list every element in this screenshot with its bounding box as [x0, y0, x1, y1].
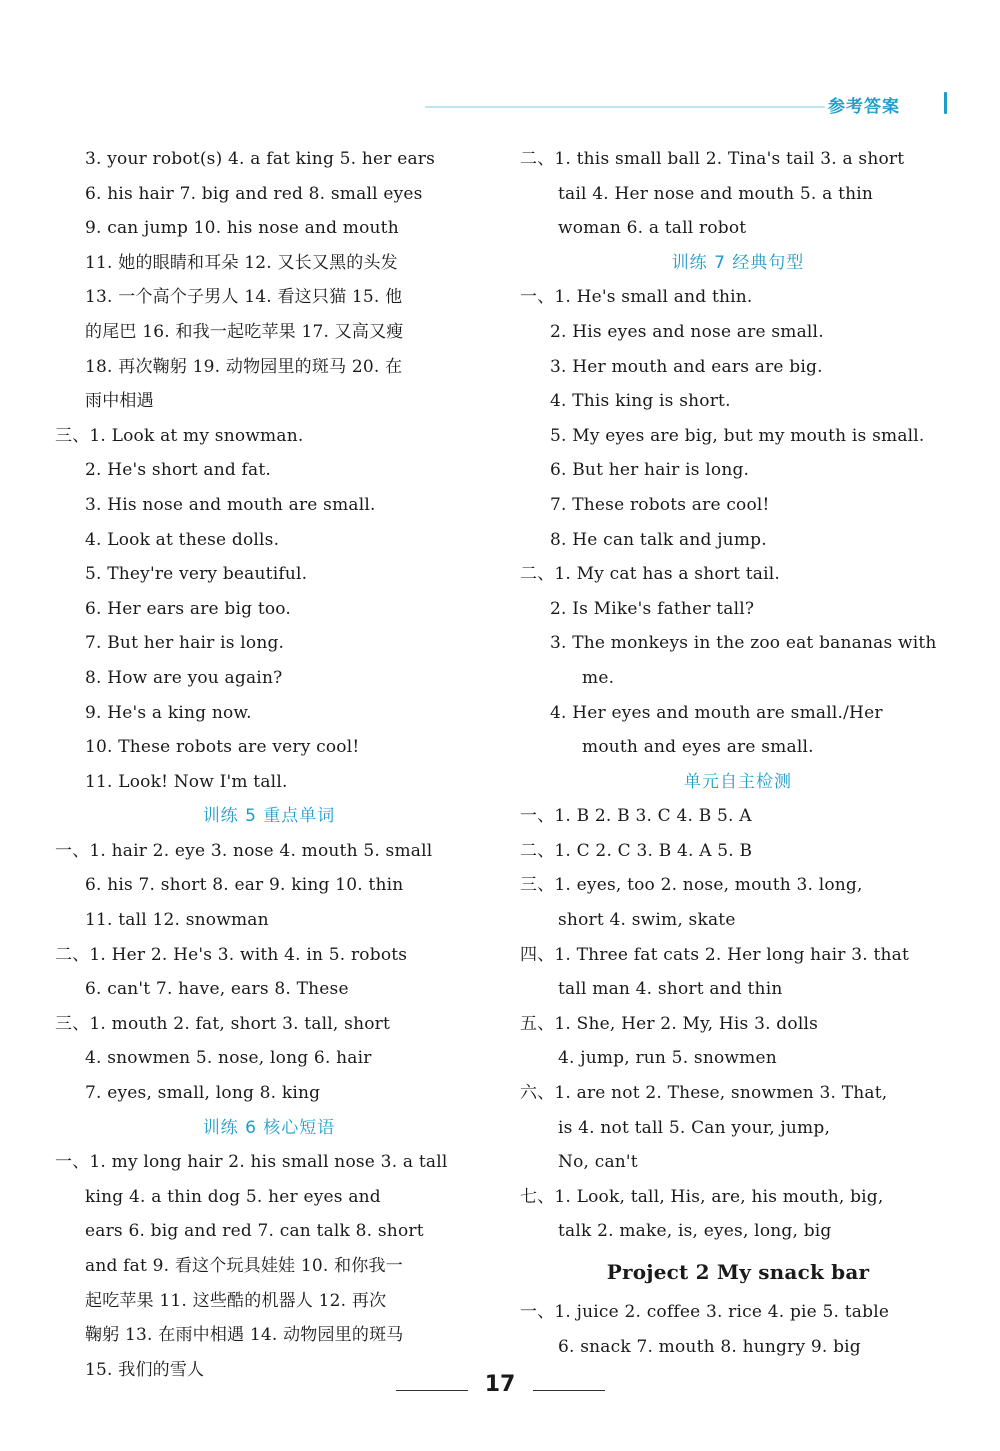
- section-title: 训练 7 经典句型: [671, 252, 805, 273]
- answer-line: short 4. swim, skate: [558, 910, 736, 931]
- answer-line: 二、1. C 2. C 3. B 4. A 5. B: [520, 840, 753, 861]
- page-number: 17: [484, 1372, 516, 1397]
- answer-line: 13. 一个高个子男人 14. 看这只猫 15. 他: [85, 287, 403, 308]
- section-title: Project 2 My snack bar: [606, 1260, 870, 1284]
- answer-line: 4. Her eyes and mouth are small./Her: [550, 702, 883, 723]
- answer-line: 2. His eyes and nose are small.: [550, 321, 824, 342]
- answer-line: 七、1. Look, tall, His, are, his mouth, big,: [520, 1186, 884, 1207]
- answer-line: 10. These robots are very cool!: [85, 737, 360, 758]
- answer-line: is 4. not tall 5. Can your, jump,: [558, 1117, 831, 1138]
- answer-line: 六、1. are not 2. These, snowmen 3. That,: [520, 1083, 888, 1104]
- page-footer: [0, 1372, 1000, 1412]
- header-accent-bar: [944, 92, 947, 114]
- answer-line: 18. 再次鞠躬 19. 动物园里的斑马 20. 在: [85, 356, 403, 377]
- answer-line: 四、1. Three fat cats 2. Her long hair 3. that: [520, 944, 910, 965]
- answer-line: 鞠躬 13. 在雨中相遇 14. 动物园里的斑马: [85, 1325, 404, 1346]
- section-title: 训练 6 核心短语: [202, 1117, 336, 1138]
- answer-line: 8. He can talk and jump.: [550, 529, 767, 550]
- answer-line: 11. tall 12. snowman: [85, 910, 269, 931]
- header-rule: [425, 106, 825, 108]
- answer-line: tail 4. Her nose and mouth 5. a thin: [558, 183, 874, 204]
- answer-line: 3. The monkeys in the zoo eat bananas with: [550, 633, 937, 654]
- answer-line: king 4. a thin dog 5. her eyes and: [85, 1186, 381, 1207]
- answer-line: 6. But her hair is long.: [550, 460, 750, 481]
- answer-line: 7. But her hair is long.: [85, 633, 285, 654]
- answer-line: 3. your robot(s) 4. a fat king 5. her ears: [85, 149, 436, 169]
- answer-line: 4. jump, run 5. snowmen: [558, 1048, 777, 1069]
- answer-line: woman 6. a tall robot: [558, 218, 747, 239]
- footer-rule-left: [396, 1390, 468, 1391]
- answer-line: 一、1. He's small and thin.: [520, 287, 753, 308]
- answer-line: 的尾巴 16. 和我一起吃苹果 17. 又高又瘦: [85, 321, 404, 342]
- answer-line: 6. can't 7. have, ears 8. These: [85, 979, 349, 1000]
- section-title: 单元自主检测: [684, 771, 792, 792]
- answer-line: 起吃苹果 11. 这些酷的机器人 12. 再次: [85, 1290, 387, 1311]
- answer-line: 8. How are you again?: [85, 667, 283, 688]
- answer-line: 4. snowmen 5. nose, long 6. hair: [85, 1048, 372, 1069]
- answer-line: mouth and eyes are small.: [582, 737, 814, 758]
- answer-line: 3. Her mouth and ears are big.: [550, 356, 823, 377]
- answer-line: 9. can jump 10. his nose and mouth: [85, 218, 399, 239]
- answer-line: 一、1. juice 2. coffee 3. rice 4. pie 5. table: [520, 1302, 890, 1322]
- answer-line: 6. his 7. short 8. ear 9. king 10. thin: [85, 875, 404, 896]
- answer-line: 5. My eyes are big, but my mouth is small.: [550, 425, 925, 446]
- footer-rule-right: [533, 1390, 605, 1391]
- right-column: [520, 142, 956, 1364]
- answer-line: tall man 4. short and thin: [558, 979, 783, 1000]
- answer-line: 五、1. She, Her 2. My, His 3. dolls: [520, 1013, 819, 1034]
- answer-line: 三、1. eyes, too 2. nose, mouth 3. long,: [520, 875, 863, 896]
- answer-line: 4. Look at these dolls.: [85, 529, 280, 550]
- answer-line: 5. They're very beautiful.: [85, 564, 308, 585]
- answer-line: 3. His nose and mouth are small.: [85, 494, 376, 515]
- answer-line: 一、1. hair 2. eye 3. nose 4. mouth 5. small: [55, 840, 433, 861]
- answer-line: 2. Is Mike's father tall?: [550, 598, 755, 619]
- answer-line: 一、1. B 2. B 3. C 4. B 5. A: [520, 806, 752, 827]
- answer-line: 二、1. My cat has a short tail.: [520, 564, 780, 585]
- answer-line: 一、1. my long hair 2. his small nose 3. a tall: [55, 1152, 448, 1173]
- answer-line: 二、1. Her 2. He's 3. with 4. in 5. robots: [55, 944, 408, 965]
- header-title: 参考答案: [828, 97, 900, 117]
- answer-line: 9. He's a king now.: [85, 702, 252, 723]
- answer-line: 2. He's short and fat.: [85, 460, 272, 481]
- answer-line: 二、1. this small ball 2. Tina's tail 3. a short: [520, 149, 905, 169]
- page-header: [0, 92, 1000, 122]
- answer-line: 雨中相遇: [85, 391, 154, 412]
- answer-line: 7. These robots are cool!: [550, 494, 770, 515]
- answer-line: 三、1. Look at my snowman.: [55, 425, 304, 446]
- answer-line: and fat 9. 看这个玩具娃娃 10. 和你我一: [85, 1256, 403, 1276]
- answer-line: me.: [582, 667, 615, 688]
- section-title: 训练 5 重点单词: [202, 806, 336, 827]
- left-column: [55, 142, 483, 1387]
- answer-line: 7. eyes, small, long 8. king: [85, 1083, 321, 1104]
- answer-line: talk 2. make, is, eyes, long, big: [558, 1221, 832, 1242]
- answer-line: 15. 我们的雪人: [85, 1359, 205, 1380]
- answer-line: 三、1. mouth 2. fat, short 3. tall, short: [55, 1013, 391, 1034]
- answer-line: 11. 她的眼睛和耳朵 12. 又长又黑的头发: [85, 252, 398, 273]
- answer-line: ears 6. big and red 7. can talk 8. short: [85, 1221, 424, 1242]
- answer-line: 11. Look! Now I'm tall.: [85, 771, 288, 792]
- answer-line: 4. This king is short.: [550, 391, 731, 412]
- answer-line: No, can't: [558, 1152, 638, 1173]
- answer-line: 6. Her ears are big too.: [85, 598, 292, 619]
- answer-line: 6. his hair 7. big and red 8. small eyes: [85, 183, 423, 204]
- answer-line: 6. snack 7. mouth 8. hungry 9. big: [558, 1336, 861, 1357]
